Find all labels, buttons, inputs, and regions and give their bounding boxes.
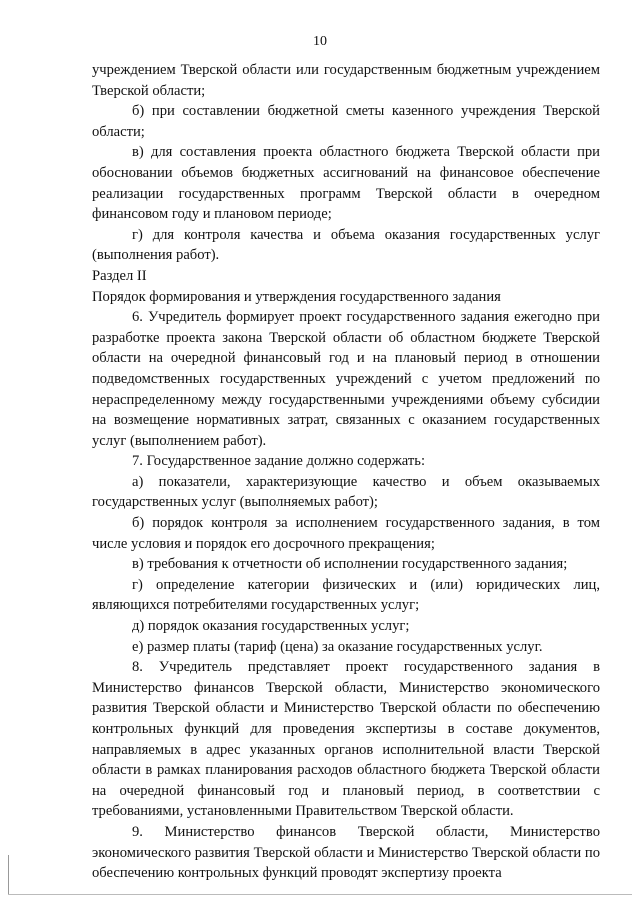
paragraph-9: 9. Министерство финансов Тверской области, Министерство экономического развития Тверской области и Министерство Тверской области по обеспечению контрольных функций проводят экспертизу проекта [92,823,600,882]
paragraph-item-b: б) при составлении бюджетной сметы казенного учреждения Тверской области; [92,103,600,140]
section-title: Порядок формирования и утверждения государственного задания [92,288,501,305]
paragraph-7-b: б) порядок контроля за исполнением государственного задания, в том числе условия и порядок его досрочного прекращения; [92,515,600,552]
paragraph-item-v: в) для составления проекта областного бюджета Тверской области при обосновании объемов бюджетных ассигнований на финансовое обеспечение реализации государственных программ Тверской области в очередном финансовом году и плановом периоде; [92,144,600,223]
scan-edge-bottom [8,894,632,895]
paragraph-item-g: г) для контроля качества и объема оказания государственных услуг (выполнения работ). [92,226,600,264]
paragraph-7: 7. Государственное задание должно содержать: [132,453,425,470]
section-paragraphs [92,307,600,884]
scan-edge-left [8,855,9,895]
paragraph-7-a: а) показатели, характеризующие качество и объем оказываемых государственных услуг (выполняемых работ); [92,473,600,511]
paragraph-7-e: е) размер платы (тариф (цена) за оказание государственных услуг. [132,638,543,655]
top-paragraphs [92,60,600,266]
document-body [92,60,600,884]
paragraph-6: 6. Учредитель формирует проект государственного задания ежегодно при разработке проекта закона Тверской области об областном бюджете Тверской области на очередной финансовый год и на плановый период в отношении подведомственных государственных учреждений с учетом предложений по нераспределенному между государственными учреждениями объему субсидии на возмещение нормативных затрат, связанных с оказанием государственных услуг (выполнением работ). [92,309,600,449]
paragraph-continuation: учреждением Тверской области или государственным бюджетным учреждением Тверской области; [92,62,600,99]
section-heading: Раздел II [92,267,147,284]
page-number: 10 [313,34,327,49]
paragraph-8: 8. Учредитель представляет проект государственного задания в Министерство финансов Тверской области, Министерство экономического развития Тверской области и Министерство Тверской области по обеспечению контрольных функций для проведения экспертизы в составе документов, направляемых в адрес указанных органов исполнительной власти Тверской области в рамках планирования расходов областного бюджета Тверской области на очередной финансовый год и плановый период, в соответствии с требованиями, установленными Правительством Тверской области. [92,659,600,820]
paragraph-7-v: в) требования к отчетности об исполнении государственного задания; [132,556,568,573]
paragraph-7-g: г) определение категории физических и (или) юридических лиц, являющихся потребителями государственных услуг; [92,576,600,614]
paragraph-7-d: д) порядок оказания государственных услуг; [132,618,410,635]
